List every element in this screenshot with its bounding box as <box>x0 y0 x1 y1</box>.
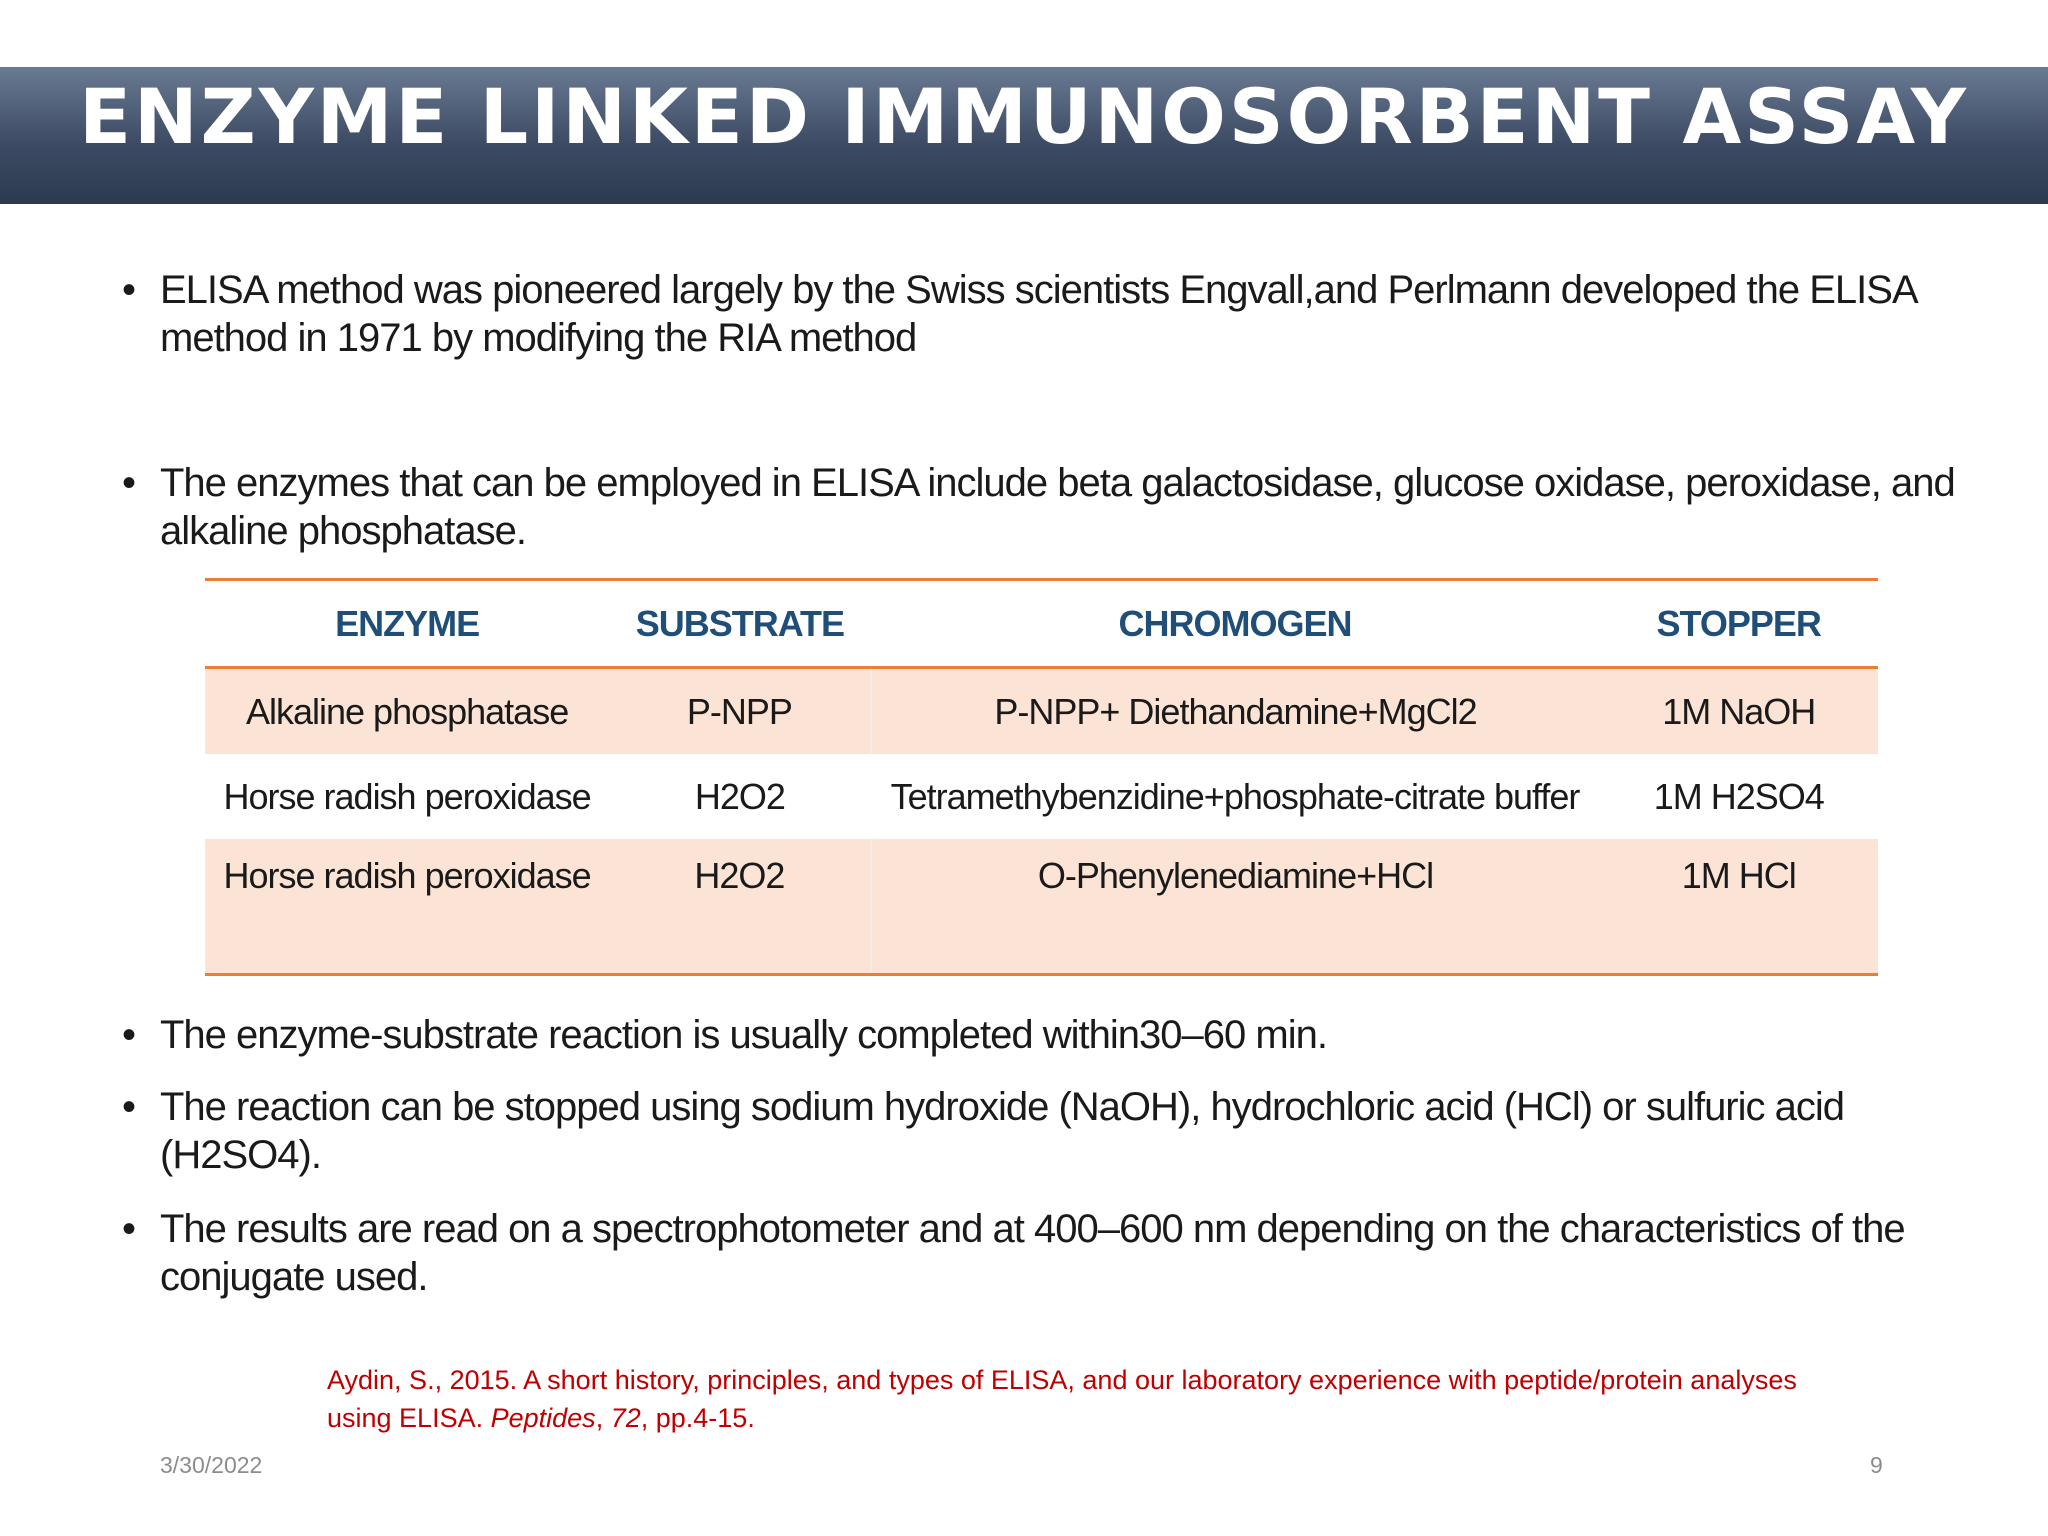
bullet-text: The enzyme-substrate reaction is usually completed within30–60 min. <box>160 1013 1327 1057</box>
bullet-dot-icon: • <box>122 1085 136 1129</box>
bullet-text: ELISA method was pioneered largely by the Swiss scientists Engvall,and Perlmann developed the ELISA method in 1971 by modifying the RIA method <box>160 268 1916 360</box>
title-bar <box>0 67 2048 204</box>
cell-stopper: 1M NaOH <box>1600 668 1879 755</box>
enzyme-table <box>205 578 1878 976</box>
table-row <box>205 754 1878 839</box>
bullet-text: The enzymes that can be employed in ELISA include beta galactosidase, glucose oxidase, peroxidase, and alkaline phosphatase. <box>160 461 1955 553</box>
cell-enzyme: Horse radish peroxidase <box>223 775 591 817</box>
page-number: 9 <box>1870 1452 1883 1478</box>
header-stopper: STOPPER <box>1600 580 1879 668</box>
slide-title: ENZYME LINKED IMMUNOSORBENT ASSAY <box>79 72 1969 161</box>
slide-date: 3/30/2022 <box>160 1452 263 1478</box>
cell-substrate: P-NPP <box>609 668 870 755</box>
bullet-dot-icon: • <box>122 1013 136 1057</box>
citation-pages: , pp.4-15. <box>640 1403 755 1433</box>
cell-chromogen: Tetramethybenzidine+phosphate-citrate buffer <box>890 775 1580 817</box>
citation-volume: 72 <box>610 1403 641 1433</box>
citation <box>327 1361 1827 1437</box>
header-substrate: SUBSTRATE <box>609 580 870 668</box>
citation-separator: , <box>595 1403 611 1433</box>
cell-stopper: 1M HCl <box>1600 839 1879 975</box>
cell-enzyme: Alkaline phosphatase <box>205 668 609 755</box>
cell-substrate: H2O2 <box>609 839 870 975</box>
header-chromogen: CHROMOGEN <box>871 580 1600 668</box>
cell-enzyme: Horse radish peroxidase <box>205 839 609 975</box>
citation-journal: Peptides <box>490 1403 596 1433</box>
table-row <box>205 668 1878 755</box>
cell-substrate: H2O2 <box>694 775 785 817</box>
bullet-item <box>122 1083 1960 1179</box>
bullet-dot-icon: • <box>122 1207 136 1251</box>
header-enzyme: ENZYME <box>205 580 609 668</box>
cell-chromogen: O-Phenylenediamine+HCl <box>871 839 1600 975</box>
bullet-item <box>122 1205 1960 1301</box>
citation-authors: Aydin, S., 2015. A short history, principles, and types of ELISA, and our laboratory experience with peptide/protein analyses using ELISA. <box>327 1365 1797 1433</box>
bullet-item <box>122 1011 1960 1059</box>
bullet-dot-icon: • <box>122 461 136 505</box>
bullet-item <box>122 459 1960 555</box>
cell-chromogen: P-NPP+ Diethandamine+MgCl2 <box>871 668 1600 755</box>
table-header-row <box>205 580 1878 668</box>
bullet-text: The results are read on a spectrophotometer and at 400–600 nm depending on the characteristics of the conjugate used. <box>160 1207 1905 1299</box>
table-row <box>205 839 1878 975</box>
bullet-item <box>122 266 1960 362</box>
bullet-text: The reaction can be stopped using sodium hydroxide (NaOH), hydrochloric acid (HCl) or sulfuric acid (H2SO4). <box>160 1085 1845 1177</box>
cell-stopper: 1M H2SO4 <box>1653 775 1824 817</box>
bullet-dot-icon: • <box>122 268 136 312</box>
